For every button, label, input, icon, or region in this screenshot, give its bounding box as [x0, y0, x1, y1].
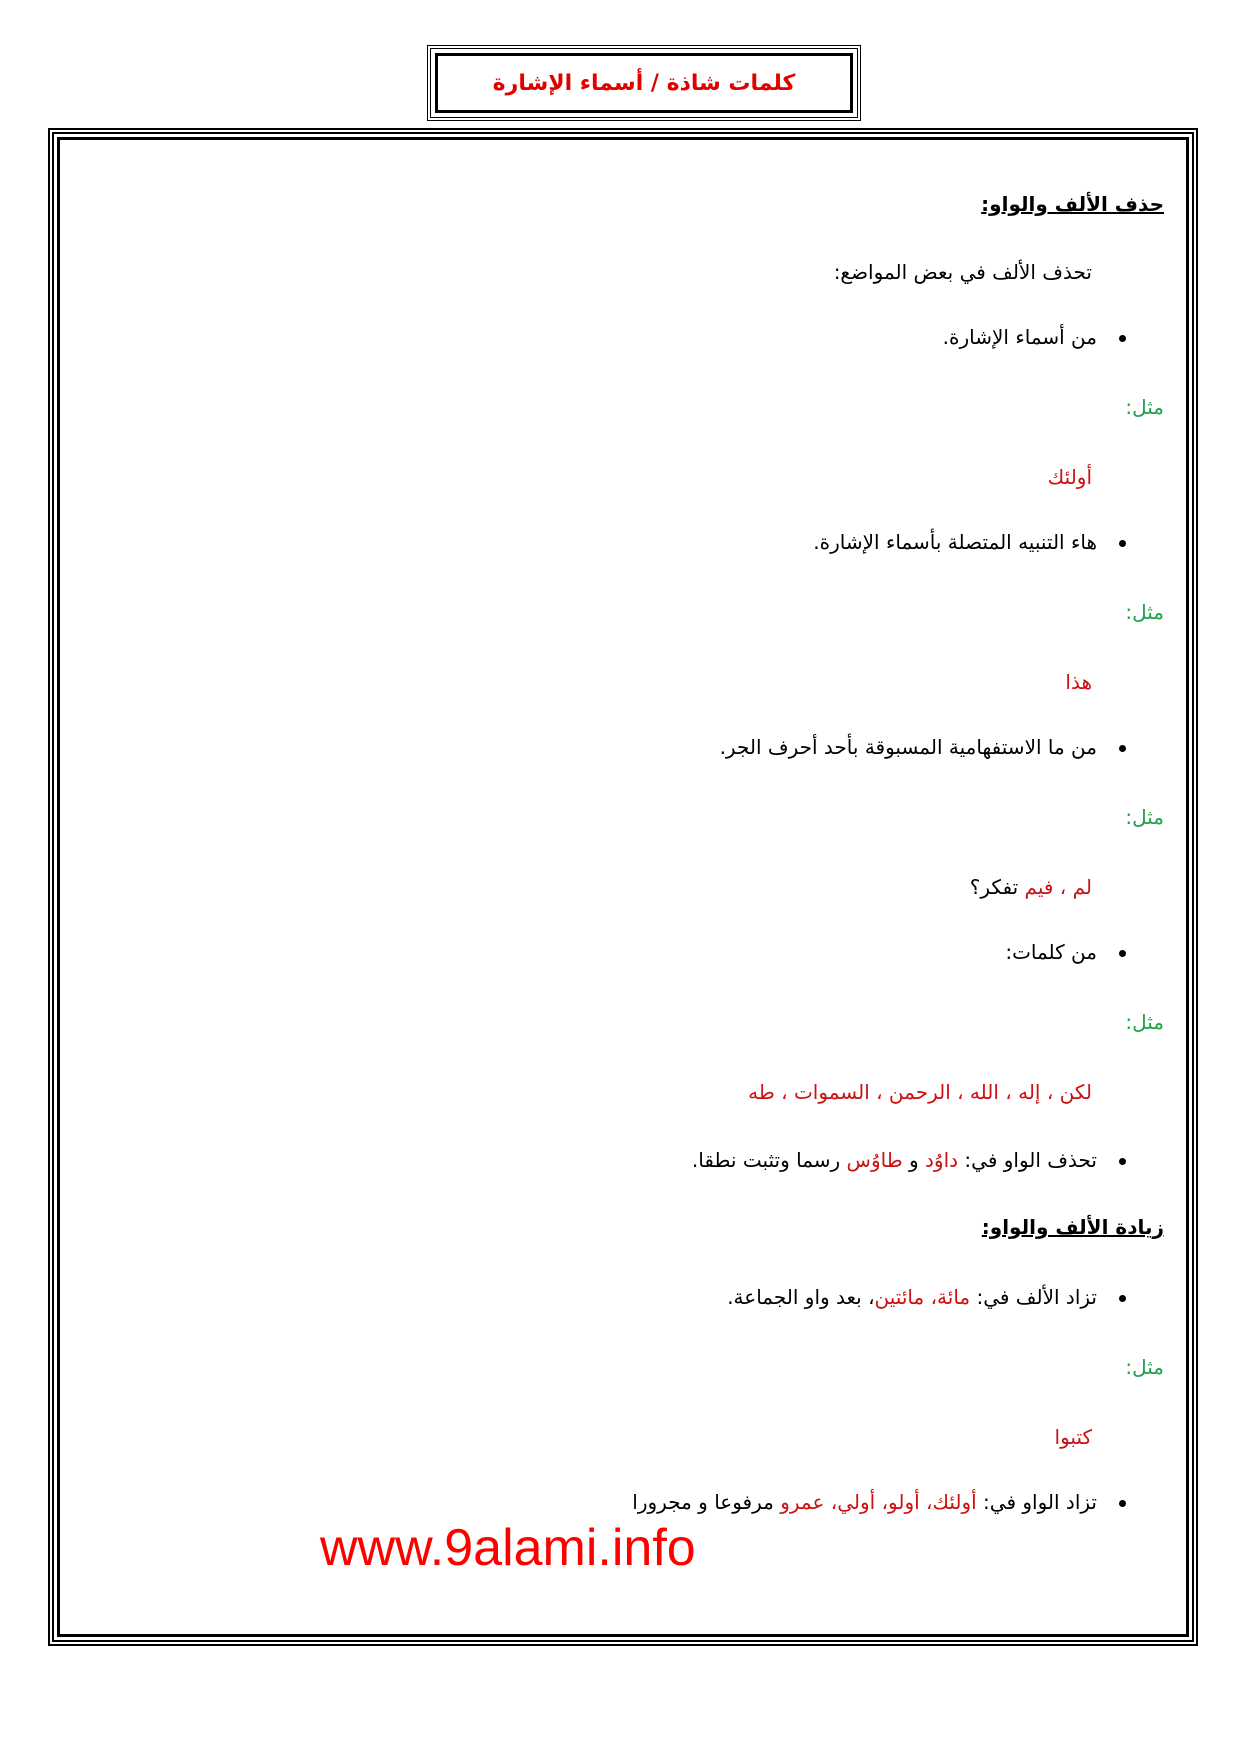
section1-intro: تحذف الألف في بعض المواضع: [833, 260, 1092, 284]
bullet-icon [1119, 1295, 1126, 1302]
list-item: من أسماء الإشارة. [943, 325, 1126, 349]
bullet-icon [1119, 540, 1126, 547]
title-box [427, 45, 861, 121]
list-item: هاء التنبيه المتصلة بأسماء الإشارة. [813, 530, 1126, 554]
footer-url[interactable]: www.9alami.info [320, 1519, 696, 1577]
example-text: كتبوا [1054, 1425, 1092, 1449]
bullet-icon [1119, 1158, 1126, 1165]
section2-heading: زيادة الألف والواو: [981, 1215, 1164, 1239]
example-text: لم ، فيم تفكر؟ [969, 875, 1092, 899]
bullet-icon [1119, 745, 1126, 752]
list-item: تزاد الألف في: مائة، مائتين، بعد واو الجماعة. [727, 1285, 1126, 1309]
list-item: من كلمات: [1005, 940, 1126, 964]
example-label: مثل: [1125, 1010, 1164, 1034]
bullet-icon [1119, 1500, 1126, 1507]
section1-heading: حذف الألف والواو: [981, 192, 1164, 216]
page-title: كلمات شاذة / أسماء الإشارة [492, 70, 796, 96]
content-frame [48, 128, 1198, 1646]
example-text: هذا [1065, 670, 1092, 694]
list-item: من ما الاستفهامية المسبوقة بأحد أحرف الجر. [720, 735, 1126, 759]
list-item: تحذف الواو في: داوُد و طاوُس رسما وتثبت نطقا. [692, 1148, 1126, 1172]
list-item: تزاد الواو في: أولئك، أولو، أولي، عمرو مرفوعا و مجرورا [632, 1490, 1126, 1514]
bullet-icon [1119, 335, 1126, 342]
example-text: لكن ، إله ، الله ، الرحمن ، السموات ، طه [748, 1080, 1092, 1104]
example-label: مثل: [1125, 1355, 1164, 1379]
example-label: مثل: [1125, 805, 1164, 829]
example-label: مثل: [1125, 600, 1164, 624]
example-text: أولئك [1047, 465, 1092, 489]
example-label: مثل: [1125, 395, 1164, 419]
bullet-icon [1119, 950, 1126, 957]
